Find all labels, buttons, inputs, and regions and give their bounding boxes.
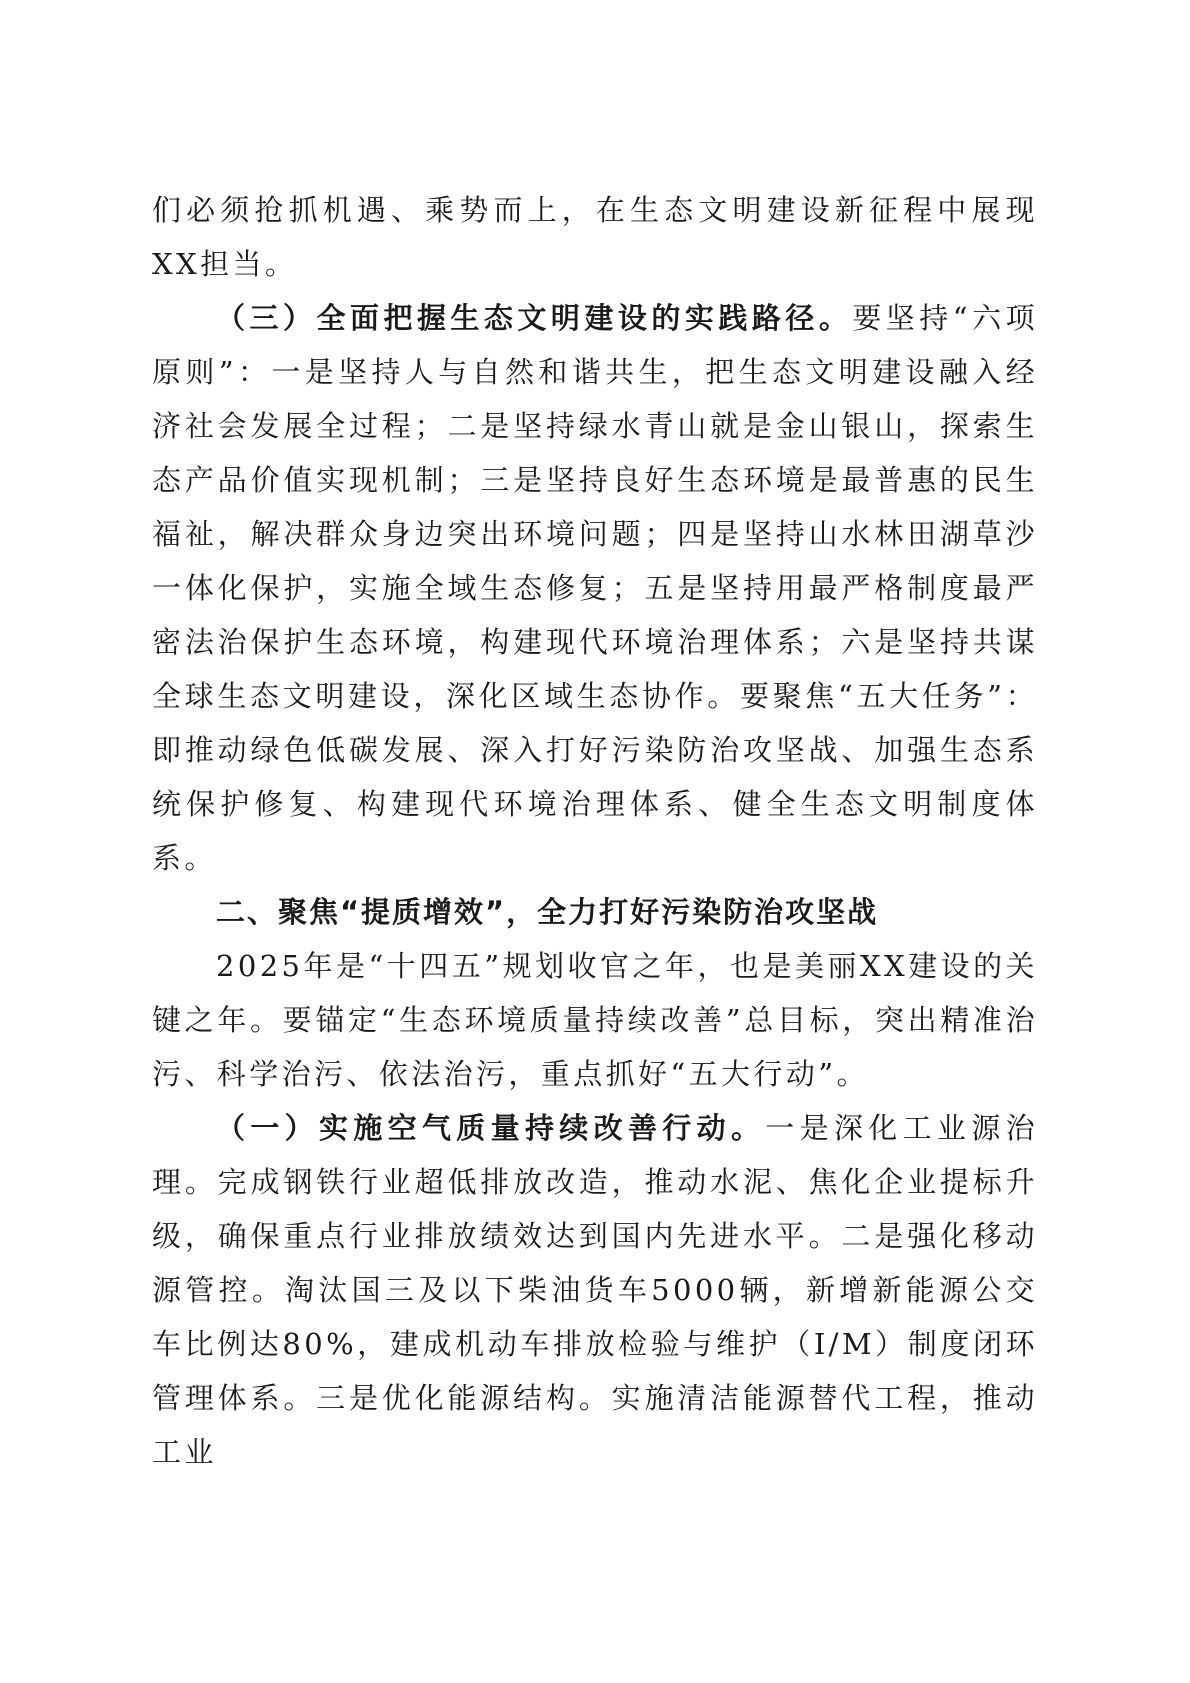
paragraph-text: 们必须抢抓机遇、乘势而上，在生态文明建设新征程中展现XX担当。 [152,193,1038,281]
paragraph-continuation [152,183,1038,291]
paragraph-text: 一是深化工业源治理。完成钢铁行业超低排放改造，推动水泥、焦化企业提标升级，确保重点行业排放绩效达到国内先进水平。二是强化移动源管控。淘汰国三及以下柴油货车5000辆，新增新能源公交车比例达80%，建成机动车排放检验与维护（I/M）制度闭环管理体系。三是优化能源结构。实施清洁能源替代工程，推动工业 [152,1111,1038,1469]
paragraph-intro-2025 [152,939,1038,1101]
paragraph-text: 要坚持“六项原则”：一是坚持人与自然和谐共生，把生态文明建设融入经济社会发展全过程；二是坚持绿水青山就是金山银山，探索生态产品价值实现机制；三是坚持良好生态环境是最普惠的民生福祉，解决群众身边突出环境问题；四是坚持山水林田湖草沙一体化保护，实施全域生态修复；五是坚持用最严格制度最严密法治保护生态环境，构建现代环境治理体系；六是坚持共谋全球生态文明建设，深化区域生态协作。要聚焦“五大任务”：即推动绿色低碳发展、深入打好污染防治攻坚战、加强生态系统保护修复、构建现代环境治理体系、健全生态文明制度体系。 [152,301,1038,875]
paragraph-air-quality [152,1101,1038,1479]
document-body [152,183,1038,1479]
paragraph-practice-path [152,291,1038,885]
section-heading-2: 二、聚焦“提质增效”，全力打好污染防治攻坚战 [216,895,879,929]
paragraph-text: 2025年是“十四五”规划收官之年，也是美丽XX建设的关键之年。要锚定“生态环境质量持续改善”总目标，突出精准治污、科学治污、依法治污，重点抓好“五大行动”。 [152,949,1038,1091]
section-lead-1: （一）实施空气质量持续改善行动。 [216,1111,766,1145]
section-lead-3: （三）全面把握生态文明建设的实践路径。 [216,301,853,335]
